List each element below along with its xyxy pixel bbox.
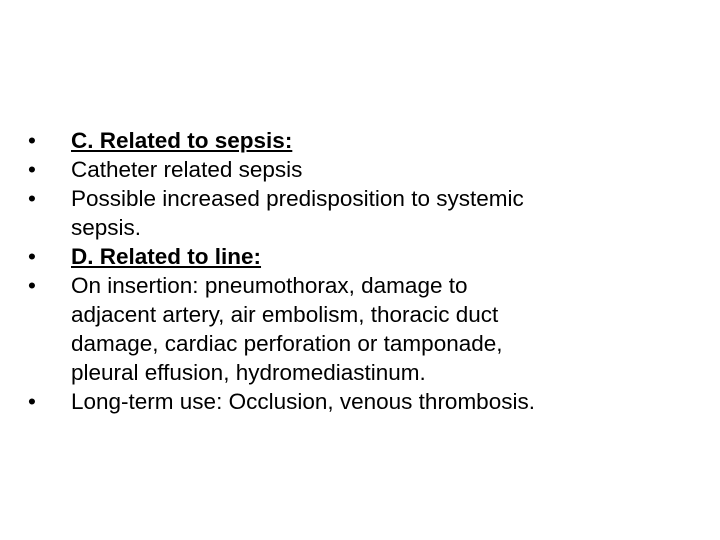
bullet-dot-icon: • bbox=[28, 157, 36, 182]
text-line: C. Related to sepsis: bbox=[71, 128, 293, 153]
bullet-text bbox=[71, 155, 698, 184]
text-line: pleural effusion, hydromediastinum. bbox=[71, 360, 426, 385]
text-line: Possible increased predisposition to systemic bbox=[71, 186, 524, 211]
bullet-dot-icon: • bbox=[28, 273, 36, 298]
bullet-dot-icon: • bbox=[28, 128, 36, 153]
bullet-item-insertion bbox=[28, 271, 698, 387]
bullet-text bbox=[71, 184, 698, 242]
bullet-dot-icon: • bbox=[28, 186, 36, 211]
section-heading-sepsis bbox=[71, 126, 698, 155]
text-line: adjacent artery, air embolism, thoracic duct bbox=[71, 302, 499, 327]
text-line: On insertion: pneumothorax, damage to bbox=[71, 273, 468, 298]
section-heading-line bbox=[71, 242, 698, 271]
bullet-dot-icon: • bbox=[28, 244, 36, 269]
bullet-text bbox=[71, 387, 698, 416]
text-line: Long-term use: Occlusion, venous thrombosis. bbox=[71, 389, 535, 414]
text-line: sepsis. bbox=[71, 215, 142, 240]
bullet-dot-icon: • bbox=[28, 389, 36, 414]
bullet-item-long-term bbox=[28, 387, 698, 416]
bullet-text bbox=[71, 271, 698, 387]
bullet-item-sepsis-heading bbox=[28, 126, 698, 155]
text-line: damage, cardiac perforation or tamponade, bbox=[71, 331, 503, 356]
bullet-item-predisposition bbox=[28, 184, 698, 242]
text-line: Catheter related sepsis bbox=[71, 157, 303, 182]
bullet-item-line-heading bbox=[28, 242, 698, 271]
bullet-item-catheter-sepsis bbox=[28, 155, 698, 184]
bullet-list bbox=[28, 126, 698, 416]
text-line: D. Related to line: bbox=[71, 244, 262, 269]
